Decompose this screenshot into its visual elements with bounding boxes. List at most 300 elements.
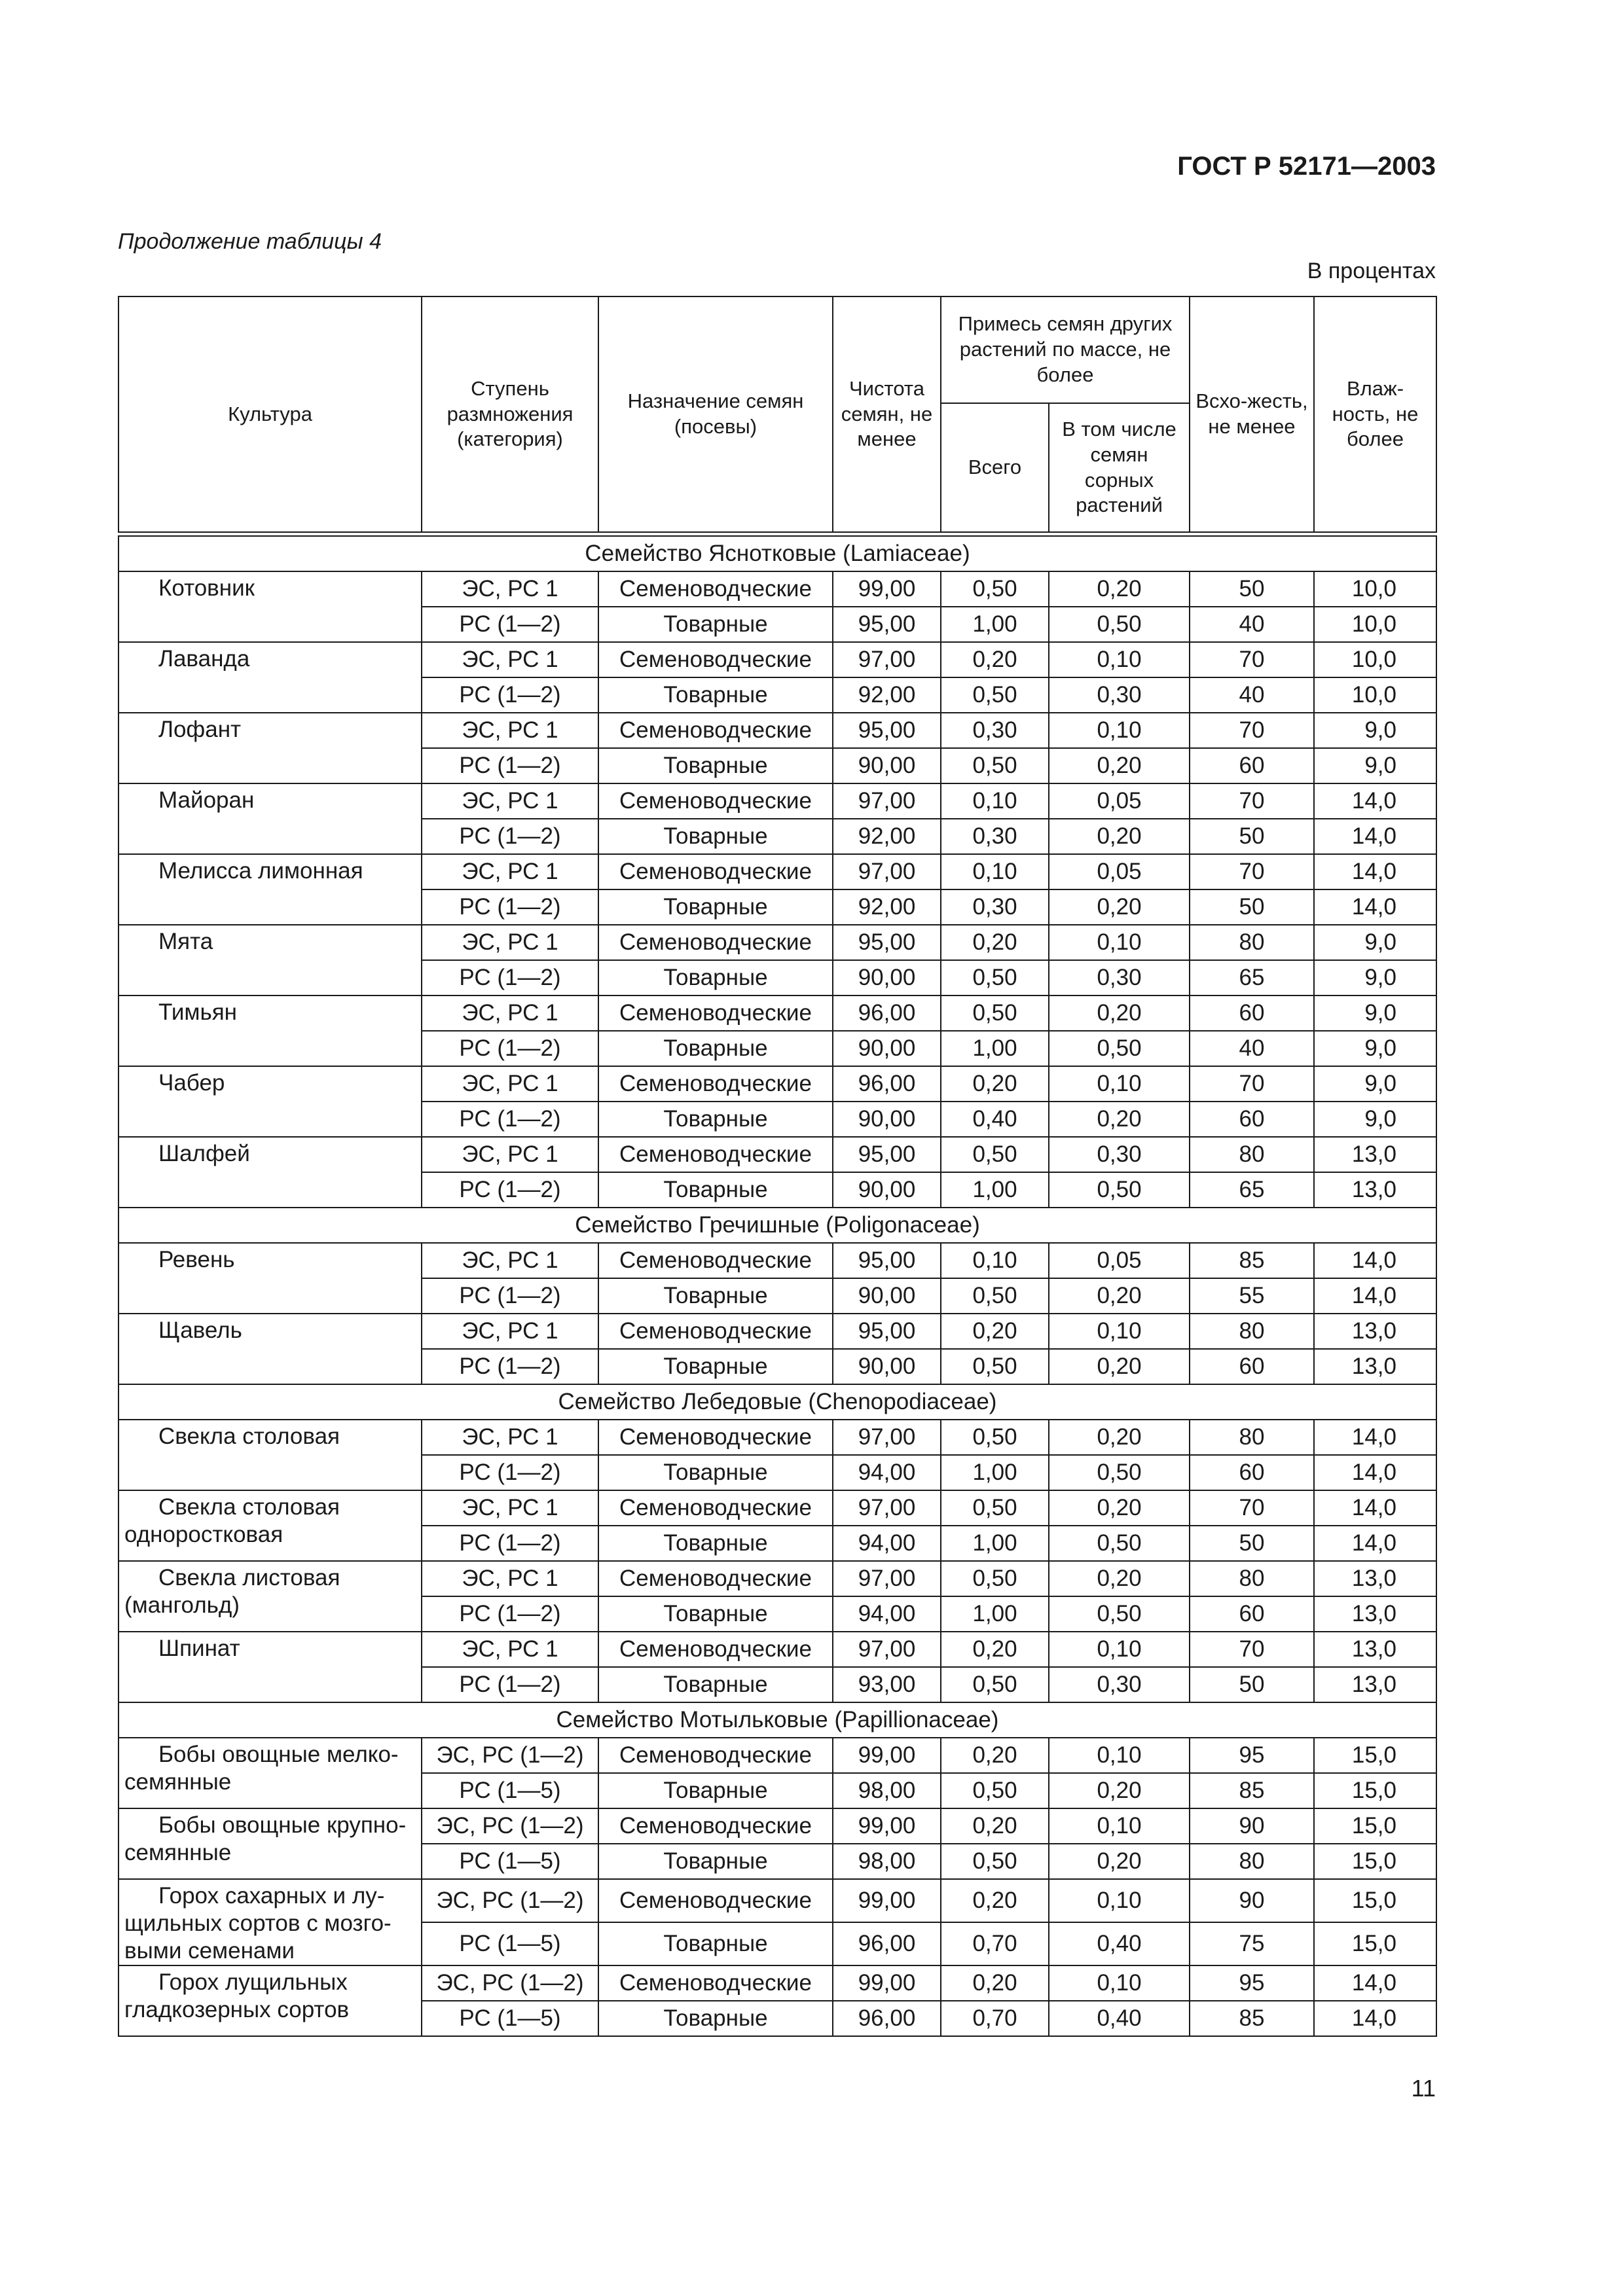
admixture-total-cell: 0,20 — [941, 925, 1049, 960]
germination-cell: 90 — [1190, 1808, 1314, 1844]
category-cell: РС (1—2) — [422, 607, 598, 642]
category-cell: ЭС, РС (1—2) — [422, 1879, 598, 1922]
crop-name: Свекла столовая — [119, 1420, 422, 1490]
crop-name: Горох лущильных гладкозерных сортов — [119, 1965, 422, 2036]
purity-cell: 97,00 — [833, 642, 941, 677]
moisture-cell: 9,0 — [1314, 925, 1436, 960]
family-row — [119, 1384, 1436, 1420]
crop-name: Тимьян — [119, 996, 422, 1066]
purity-cell: 98,00 — [833, 1773, 941, 1808]
admixture-total-cell: 0,50 — [941, 1137, 1049, 1172]
table-row — [119, 783, 1436, 819]
purpose-cell: Товарные — [598, 1172, 833, 1208]
moisture-cell: 14,0 — [1314, 1278, 1436, 1314]
germination-cell: 40 — [1190, 607, 1314, 642]
table-row — [119, 1879, 1436, 1922]
category-cell: ЭС, РС 1 — [422, 854, 598, 889]
purity-cell: 97,00 — [833, 1420, 941, 1455]
admixture-weeds-cell: 0,10 — [1049, 1738, 1190, 1773]
purity-cell: 90,00 — [833, 748, 941, 783]
category-cell: ЭС, РС 1 — [422, 713, 598, 748]
admixture-weeds-cell: 0,20 — [1049, 1844, 1190, 1879]
category-cell: ЭС, РС (1—2) — [422, 1738, 598, 1773]
moisture-cell: 9,0 — [1314, 713, 1436, 748]
germination-cell: 70 — [1190, 1632, 1314, 1667]
moisture-cell: 15,0 — [1314, 1738, 1436, 1773]
purpose-cell: Товарные — [598, 1667, 833, 1702]
moisture-cell: 9,0 — [1314, 1031, 1436, 1066]
purpose-cell: Семеноводческие — [598, 1738, 833, 1773]
admixture-weeds-cell: 0,30 — [1049, 677, 1190, 713]
crop-name: Мелисса лимонная — [119, 854, 422, 925]
col-header-admixture: Примесь семян других растений по массе, не более — [941, 296, 1190, 403]
moisture-cell: 10,0 — [1314, 677, 1436, 713]
purity-cell: 99,00 — [833, 1738, 941, 1773]
family-name: Семейство Яснотковые (Lamiaceae) — [119, 536, 1436, 571]
crop-name: Щавель — [119, 1314, 422, 1384]
purpose-cell: Семеноводческие — [598, 1066, 833, 1102]
moisture-cell: 14,0 — [1314, 1243, 1436, 1278]
admixture-total-cell: 1,00 — [941, 607, 1049, 642]
admixture-weeds-cell: 0,10 — [1049, 713, 1190, 748]
admixture-weeds-cell: 0,05 — [1049, 854, 1190, 889]
admixture-weeds-cell: 0,20 — [1049, 1490, 1190, 1526]
purpose-cell: Семеноводческие — [598, 1879, 833, 1922]
admixture-total-cell: 0,50 — [941, 996, 1049, 1031]
col-header-admixture-weeds: В том числе семян сорных растений — [1049, 403, 1190, 532]
admixture-weeds-cell: 0,50 — [1049, 607, 1190, 642]
purpose-cell: Семеноводческие — [598, 1561, 833, 1596]
germination-cell: 70 — [1190, 783, 1314, 819]
purpose-cell: Семеноводческие — [598, 642, 833, 677]
admixture-weeds-cell: 0,20 — [1049, 1773, 1190, 1808]
purpose-cell: Товарные — [598, 960, 833, 996]
moisture-cell: 13,0 — [1314, 1172, 1436, 1208]
family-name: Семейство Лебедовые (Chenopodiaceae) — [119, 1384, 1436, 1420]
admixture-weeds-cell: 0,10 — [1049, 1808, 1190, 1844]
purity-cell: 96,00 — [833, 1066, 941, 1102]
moisture-cell: 14,0 — [1314, 1455, 1436, 1490]
admixture-total-cell: 0,10 — [941, 783, 1049, 819]
purpose-cell: Товарные — [598, 677, 833, 713]
admixture-total-cell: 0,30 — [941, 819, 1049, 854]
germination-cell: 95 — [1190, 1965, 1314, 2001]
admixture-weeds-cell: 0,50 — [1049, 1172, 1190, 1208]
table-row — [119, 1808, 1436, 1844]
category-cell: РС (1—5) — [422, 1922, 598, 1965]
units-label: В процентах — [1307, 259, 1436, 283]
admixture-weeds-cell: 0,20 — [1049, 1561, 1190, 1596]
category-cell: ЭС, РС (1—2) — [422, 1965, 598, 2001]
purity-cell: 96,00 — [833, 996, 941, 1031]
admixture-weeds-cell: 0,05 — [1049, 1243, 1190, 1278]
purity-cell: 95,00 — [833, 607, 941, 642]
moisture-cell: 15,0 — [1314, 1808, 1436, 1844]
category-cell: РС (1—5) — [422, 2001, 598, 2036]
category-cell: ЭС, РС (1—2) — [422, 1808, 598, 1844]
category-cell: РС (1—2) — [422, 677, 598, 713]
admixture-total-cell: 0,70 — [941, 2001, 1049, 2036]
purpose-cell: Семеноводческие — [598, 1243, 833, 1278]
purity-cell: 90,00 — [833, 1172, 941, 1208]
purity-cell: 96,00 — [833, 2001, 941, 2036]
crop-name: Горох сахарных и лу-щильных сортов с мозго-выми семенами — [119, 1879, 422, 1965]
category-cell: РС (1—2) — [422, 960, 598, 996]
category-cell: ЭС, РС 1 — [422, 1490, 598, 1526]
seed-quality-table — [118, 296, 1436, 2037]
moisture-cell: 13,0 — [1314, 1667, 1436, 1702]
germination-cell: 85 — [1190, 1243, 1314, 1278]
moisture-cell: 13,0 — [1314, 1632, 1436, 1667]
category-cell: ЭС, РС 1 — [422, 1314, 598, 1349]
table-row — [119, 925, 1436, 960]
purpose-cell: Семеноводческие — [598, 1137, 833, 1172]
table-row — [119, 1243, 1436, 1278]
purity-cell: 99,00 — [833, 1808, 941, 1844]
table-row — [119, 1965, 1436, 2001]
moisture-cell: 15,0 — [1314, 1922, 1436, 1965]
table-row — [119, 1632, 1436, 1667]
table-row — [119, 1066, 1436, 1102]
table-row — [119, 854, 1436, 889]
crop-name: Шпинат — [119, 1632, 422, 1702]
category-cell: РС (1—2) — [422, 1031, 598, 1066]
admixture-total-cell: 0,70 — [941, 1922, 1049, 1965]
document-code: ГОСТ Р 52171—2003 — [1177, 152, 1436, 181]
moisture-cell: 9,0 — [1314, 1102, 1436, 1137]
crop-name: Котовник — [119, 571, 422, 642]
admixture-weeds-cell: 0,20 — [1049, 819, 1190, 854]
table-row — [119, 713, 1436, 748]
admixture-total-cell: 0,40 — [941, 1102, 1049, 1137]
purpose-cell: Товарные — [598, 1773, 833, 1808]
germination-cell: 60 — [1190, 1455, 1314, 1490]
germination-cell: 95 — [1190, 1738, 1314, 1773]
admixture-total-cell: 0,20 — [941, 1632, 1049, 1667]
category-cell: ЭС, РС 1 — [422, 1561, 598, 1596]
admixture-weeds-cell: 0,50 — [1049, 1526, 1190, 1561]
purity-cell: 97,00 — [833, 1490, 941, 1526]
moisture-cell: 14,0 — [1314, 783, 1436, 819]
purpose-cell: Семеноводческие — [598, 783, 833, 819]
germination-cell: 50 — [1190, 571, 1314, 607]
crop-name: Майоран — [119, 783, 422, 854]
germination-cell: 70 — [1190, 713, 1314, 748]
table-body — [119, 532, 1436, 2036]
germination-cell: 70 — [1190, 642, 1314, 677]
moisture-cell: 14,0 — [1314, 1420, 1436, 1455]
moisture-cell: 9,0 — [1314, 960, 1436, 996]
table-row — [119, 642, 1436, 677]
category-cell: РС (1—2) — [422, 1278, 598, 1314]
purpose-cell: Товарные — [598, 1922, 833, 1965]
admixture-weeds-cell: 0,20 — [1049, 1102, 1190, 1137]
category-cell: РС (1—2) — [422, 1596, 598, 1632]
purity-cell: 90,00 — [833, 1349, 941, 1384]
germination-cell: 65 — [1190, 1172, 1314, 1208]
purity-cell: 94,00 — [833, 1526, 941, 1561]
crop-name: Лофант — [119, 713, 422, 783]
moisture-cell: 14,0 — [1314, 854, 1436, 889]
admixture-total-cell: 0,50 — [941, 1667, 1049, 1702]
purity-cell: 92,00 — [833, 889, 941, 925]
crop-name: Мята — [119, 925, 422, 996]
germination-cell: 70 — [1190, 854, 1314, 889]
admixture-weeds-cell: 0,10 — [1049, 1632, 1190, 1667]
purpose-cell: Семеноводческие — [598, 1965, 833, 2001]
purity-cell: 92,00 — [833, 677, 941, 713]
germination-cell: 55 — [1190, 1278, 1314, 1314]
admixture-total-cell: 0,20 — [941, 1965, 1049, 2001]
admixture-total-cell: 1,00 — [941, 1031, 1049, 1066]
admixture-total-cell: 0,50 — [941, 1278, 1049, 1314]
purity-cell: 93,00 — [833, 1667, 941, 1702]
purity-cell: 95,00 — [833, 1314, 941, 1349]
admixture-weeds-cell: 0,10 — [1049, 1965, 1190, 2001]
category-cell: ЭС, РС 1 — [422, 783, 598, 819]
purpose-cell: Товарные — [598, 1278, 833, 1314]
purity-cell: 95,00 — [833, 713, 941, 748]
germination-cell: 40 — [1190, 677, 1314, 713]
germination-cell: 85 — [1190, 1773, 1314, 1808]
category-cell: РС (1—2) — [422, 1172, 598, 1208]
germination-cell: 70 — [1190, 1490, 1314, 1526]
germination-cell: 80 — [1190, 1314, 1314, 1349]
moisture-cell: 9,0 — [1314, 748, 1436, 783]
admixture-total-cell: 0,50 — [941, 1349, 1049, 1384]
purity-cell: 90,00 — [833, 960, 941, 996]
germination-cell: 80 — [1190, 1137, 1314, 1172]
admixture-total-cell: 0,50 — [941, 960, 1049, 996]
admixture-weeds-cell: 0,50 — [1049, 1031, 1190, 1066]
admixture-weeds-cell: 0,05 — [1049, 783, 1190, 819]
category-cell: ЭС, РС 1 — [422, 571, 598, 607]
germination-cell: 90 — [1190, 1879, 1314, 1922]
admixture-total-cell: 0,50 — [941, 748, 1049, 783]
moisture-cell: 15,0 — [1314, 1773, 1436, 1808]
germination-cell: 50 — [1190, 1667, 1314, 1702]
admixture-total-cell: 0,50 — [941, 1561, 1049, 1596]
category-cell: РС (1—2) — [422, 1349, 598, 1384]
purity-cell: 97,00 — [833, 783, 941, 819]
moisture-cell: 10,0 — [1314, 642, 1436, 677]
family-name: Семейство Мотыльковые (Papillionaceae) — [119, 1702, 1436, 1738]
admixture-weeds-cell: 0,30 — [1049, 1667, 1190, 1702]
moisture-cell: 13,0 — [1314, 1596, 1436, 1632]
purity-cell: 90,00 — [833, 1031, 941, 1066]
admixture-total-cell: 1,00 — [941, 1526, 1049, 1561]
purpose-cell: Товарные — [598, 1596, 833, 1632]
purpose-cell: Семеноводческие — [598, 1632, 833, 1667]
purpose-cell: Товарные — [598, 1031, 833, 1066]
category-cell: ЭС, РС 1 — [422, 1066, 598, 1102]
germination-cell: 40 — [1190, 1031, 1314, 1066]
admixture-weeds-cell: 0,10 — [1049, 1066, 1190, 1102]
moisture-cell: 14,0 — [1314, 1490, 1436, 1526]
admixture-total-cell: 1,00 — [941, 1455, 1049, 1490]
purpose-cell: Семеноводческие — [598, 925, 833, 960]
admixture-total-cell: 0,50 — [941, 1773, 1049, 1808]
admixture-total-cell: 0,50 — [941, 1420, 1049, 1455]
germination-cell: 80 — [1190, 925, 1314, 960]
purpose-cell: Товарные — [598, 2001, 833, 2036]
purpose-cell: Семеноводческие — [598, 1490, 833, 1526]
moisture-cell: 10,0 — [1314, 607, 1436, 642]
col-header-germination: Всхо-жесть, не менее — [1190, 296, 1314, 532]
purpose-cell: Семеноводческие — [598, 854, 833, 889]
purpose-cell: Товарные — [598, 1526, 833, 1561]
germination-cell: 60 — [1190, 1596, 1314, 1632]
crop-name: Шалфей — [119, 1137, 422, 1208]
admixture-weeds-cell: 0,20 — [1049, 1420, 1190, 1455]
purity-cell: 95,00 — [833, 1243, 941, 1278]
page-number: 11 — [1411, 2075, 1436, 2102]
moisture-cell: 15,0 — [1314, 1844, 1436, 1879]
admixture-total-cell: 0,50 — [941, 571, 1049, 607]
germination-cell: 85 — [1190, 2001, 1314, 2036]
category-cell: РС (1—2) — [422, 819, 598, 854]
col-header-crop: Культура — [119, 296, 422, 532]
admixture-weeds-cell: 0,20 — [1049, 1278, 1190, 1314]
crop-name: Свекла столовая одноростковая — [119, 1490, 422, 1561]
purity-cell: 99,00 — [833, 1965, 941, 2001]
admixture-weeds-cell: 0,20 — [1049, 1349, 1190, 1384]
col-header-purity: Чистота семян, не менее — [833, 296, 941, 532]
purpose-cell: Семеноводческие — [598, 996, 833, 1031]
admixture-weeds-cell: 0,20 — [1049, 571, 1190, 607]
category-cell: РС (1—2) — [422, 889, 598, 925]
purpose-cell: Товарные — [598, 1455, 833, 1490]
germination-cell: 60 — [1190, 748, 1314, 783]
admixture-total-cell: 0,20 — [941, 1314, 1049, 1349]
admixture-total-cell: 0,30 — [941, 889, 1049, 925]
admixture-total-cell: 0,20 — [941, 1808, 1049, 1844]
germination-cell: 50 — [1190, 889, 1314, 925]
admixture-weeds-cell: 0,20 — [1049, 889, 1190, 925]
admixture-total-cell: 0,10 — [941, 854, 1049, 889]
family-row — [119, 1702, 1436, 1738]
table-row — [119, 1137, 1436, 1172]
purpose-cell: Товарные — [598, 748, 833, 783]
admixture-total-cell: 1,00 — [941, 1172, 1049, 1208]
purity-cell: 99,00 — [833, 1879, 941, 1922]
category-cell: ЭС, РС 1 — [422, 642, 598, 677]
purpose-cell: Семеноводческие — [598, 571, 833, 607]
moisture-cell: 13,0 — [1314, 1561, 1436, 1596]
admixture-weeds-cell: 0,20 — [1049, 748, 1190, 783]
purpose-cell: Семеноводческие — [598, 1420, 833, 1455]
purity-cell: 98,00 — [833, 1844, 941, 1879]
table-row — [119, 1420, 1436, 1455]
admixture-weeds-cell: 0,30 — [1049, 960, 1190, 996]
table-continuation-label: Продолжение таблицы 4 — [118, 229, 382, 254]
admixture-weeds-cell: 0,40 — [1049, 2001, 1190, 2036]
category-cell: РС (1—2) — [422, 1526, 598, 1561]
moisture-cell: 9,0 — [1314, 1066, 1436, 1102]
col-header-admixture-total: Всего — [941, 403, 1049, 532]
table-row — [119, 996, 1436, 1031]
purity-cell: 95,00 — [833, 925, 941, 960]
crop-name: Чабер — [119, 1066, 422, 1137]
category-cell: РС (1—2) — [422, 1102, 598, 1137]
admixture-weeds-cell: 0,40 — [1049, 1922, 1190, 1965]
purity-cell: 99,00 — [833, 571, 941, 607]
purpose-cell: Семеноводческие — [598, 1808, 833, 1844]
admixture-total-cell: 0,20 — [941, 642, 1049, 677]
category-cell: ЭС, РС 1 — [422, 996, 598, 1031]
family-row — [119, 536, 1436, 571]
germination-cell: 50 — [1190, 1526, 1314, 1561]
moisture-cell: 14,0 — [1314, 889, 1436, 925]
moisture-cell: 13,0 — [1314, 1137, 1436, 1172]
moisture-cell: 14,0 — [1314, 819, 1436, 854]
purity-cell: 92,00 — [833, 819, 941, 854]
category-cell: РС (1—2) — [422, 748, 598, 783]
family-row — [119, 1208, 1436, 1243]
crop-name: Бобы овощные крупно-семянные — [119, 1808, 422, 1879]
moisture-cell: 15,0 — [1314, 1879, 1436, 1922]
admixture-total-cell: 0,20 — [941, 1738, 1049, 1773]
moisture-cell: 14,0 — [1314, 1526, 1436, 1561]
moisture-cell: 10,0 — [1314, 571, 1436, 607]
purpose-cell: Товарные — [598, 889, 833, 925]
purity-cell: 90,00 — [833, 1278, 941, 1314]
moisture-cell: 13,0 — [1314, 1314, 1436, 1349]
purpose-cell: Товарные — [598, 819, 833, 854]
category-cell: РС (1—5) — [422, 1773, 598, 1808]
purity-cell: 95,00 — [833, 1137, 941, 1172]
admixture-weeds-cell: 0,10 — [1049, 925, 1190, 960]
purpose-cell: Товарные — [598, 607, 833, 642]
table-row — [119, 1738, 1436, 1773]
germination-cell: 60 — [1190, 1102, 1314, 1137]
germination-cell: 80 — [1190, 1844, 1314, 1879]
admixture-total-cell: 0,20 — [941, 1066, 1049, 1102]
germination-cell: 80 — [1190, 1420, 1314, 1455]
table-row — [119, 1561, 1436, 1596]
admixture-weeds-cell: 0,30 — [1049, 1137, 1190, 1172]
crop-name: Бобы овощные мелко-семянные — [119, 1738, 422, 1808]
moisture-cell: 14,0 — [1314, 2001, 1436, 2036]
germination-cell: 65 — [1190, 960, 1314, 996]
admixture-total-cell: 0,50 — [941, 1490, 1049, 1526]
germination-cell: 60 — [1190, 996, 1314, 1031]
germination-cell: 80 — [1190, 1561, 1314, 1596]
admixture-weeds-cell: 0,10 — [1049, 642, 1190, 677]
category-cell: ЭС, РС 1 — [422, 1420, 598, 1455]
crop-name: Ревень — [119, 1243, 422, 1314]
moisture-cell: 13,0 — [1314, 1349, 1436, 1384]
germination-cell: 75 — [1190, 1922, 1314, 1965]
table-row — [119, 1314, 1436, 1349]
purpose-cell: Семеноводческие — [598, 1314, 833, 1349]
admixture-total-cell: 0,50 — [941, 677, 1049, 713]
moisture-cell: 9,0 — [1314, 996, 1436, 1031]
germination-cell: 70 — [1190, 1066, 1314, 1102]
admixture-weeds-cell: 0,10 — [1049, 1879, 1190, 1922]
purity-cell: 94,00 — [833, 1596, 941, 1632]
moisture-cell: 14,0 — [1314, 1965, 1436, 2001]
category-cell: ЭС, РС 1 — [422, 1243, 598, 1278]
admixture-total-cell: 0,10 — [941, 1243, 1049, 1278]
admixture-total-cell: 0,50 — [941, 1844, 1049, 1879]
purpose-cell: Товарные — [598, 1844, 833, 1879]
table-row — [119, 1490, 1436, 1526]
purpose-cell: Товарные — [598, 1102, 833, 1137]
col-header-moisture: Влаж-ность, не более — [1314, 296, 1436, 532]
category-cell: РС (1—5) — [422, 1844, 598, 1879]
category-cell: РС (1—2) — [422, 1667, 598, 1702]
